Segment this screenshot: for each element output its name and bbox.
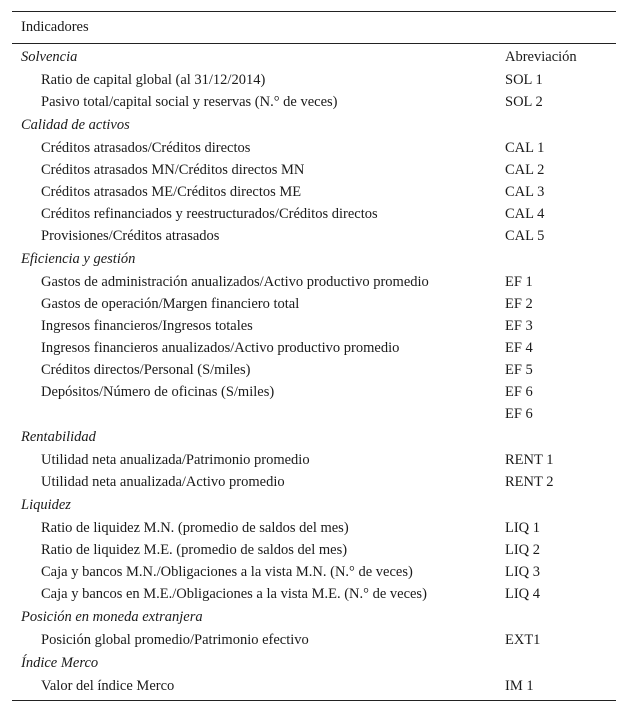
indicators-table <box>12 11 616 701</box>
table-row <box>12 359 616 381</box>
table-title: Indicadores <box>21 19 89 35</box>
indicator-label: Depósitos/Número de oficinas (S/miles) <box>41 384 275 400</box>
indicator-label: Posición global promedio/Patrimonio efectivo <box>41 632 309 648</box>
indicator-label: Provisiones/Créditos atrasados <box>41 228 220 244</box>
indicator-label: Créditos atrasados/Créditos directos <box>41 140 251 156</box>
abbreviation-cell <box>496 651 616 675</box>
abbreviation-cell: SOL 2 <box>505 94 543 110</box>
table-row <box>12 381 616 403</box>
table-row <box>12 91 616 113</box>
table-row <box>12 181 616 203</box>
group-label: Calidad de activos <box>21 117 130 133</box>
table-row <box>12 271 616 293</box>
abbreviation-cell: SOL 1 <box>505 72 543 88</box>
abbreviation-cell: EF 5 <box>505 362 533 378</box>
group-header-row <box>12 247 616 271</box>
indicator-label <box>12 403 496 425</box>
abbreviation-cell: RENT 1 <box>505 452 554 468</box>
table-row <box>12 517 616 539</box>
indicator-label: Ingresos financieros anualizados/Activo productivo promedio <box>41 340 400 356</box>
indicator-label: Caja y bancos M.N./Obligaciones a la vista M.N. (N.° de veces) <box>41 564 413 580</box>
abbreviation-cell <box>496 425 616 449</box>
abbreviation-cell <box>496 493 616 517</box>
abbreviation-cell: EXT1 <box>505 632 541 648</box>
abbreviation-cell: CAL 4 <box>505 206 545 222</box>
table-row <box>12 403 616 425</box>
abbreviation-cell <box>496 247 616 271</box>
abbreviation-cell: LIQ 1 <box>505 520 541 536</box>
abbreviation-cell: EF 4 <box>505 340 533 356</box>
table-row <box>12 561 616 583</box>
indicator-label: Gastos de operación/Margen financiero total <box>41 296 300 312</box>
indicator-label: Créditos atrasados ME/Créditos directos ME <box>41 184 302 200</box>
group-label: Posición en moneda extranjera <box>21 609 203 625</box>
abbreviation-cell: EF 1 <box>505 274 533 290</box>
group-header-row <box>12 605 616 629</box>
table-body <box>12 44 616 700</box>
indicator-label: Ratio de capital global (al 31/12/2014) <box>41 72 266 88</box>
abbreviation-cell <box>496 113 616 137</box>
indicator-label: Ratio de liquidez M.N. (promedio de saldos del mes) <box>41 520 349 536</box>
abbreviation-cell: RENT 2 <box>505 474 554 490</box>
indicator-label: Pasivo total/capital social y reservas (N.° de veces) <box>41 94 338 110</box>
group-label: Solvencia <box>21 49 78 65</box>
table-row <box>12 203 616 225</box>
abbreviation-cell: EF 2 <box>505 296 533 312</box>
group-label: Eficiencia y gestión <box>21 251 136 267</box>
abbreviation-cell: CAL 2 <box>505 162 545 178</box>
group-label: Liquidez <box>21 497 71 513</box>
abbreviation-cell: EF 6 <box>505 406 533 422</box>
abbreviation-cell: EF 6 <box>505 384 533 400</box>
table-row <box>12 293 616 315</box>
group-label: Índice Merco <box>21 655 99 671</box>
indicator-label: Créditos atrasados MN/Créditos directos MN <box>41 162 305 178</box>
table-row <box>12 137 616 159</box>
table-row <box>12 629 616 651</box>
indicator-label: Utilidad neta anualizada/Activo promedio <box>41 474 285 490</box>
table-bottom-rule <box>12 700 616 701</box>
abbreviation-cell: CAL 3 <box>505 184 545 200</box>
group-header-row <box>12 45 616 69</box>
table-row <box>12 675 616 697</box>
group-header-row <box>12 493 616 517</box>
indicator-label: Utilidad neta anualizada/Patrimonio promedio <box>41 452 310 468</box>
abbreviation-cell: LIQ 3 <box>505 564 541 580</box>
group-header-row <box>12 113 616 137</box>
table-row <box>12 315 616 337</box>
indicator-label: Ingresos financieros/Ingresos totales <box>41 318 253 334</box>
table-row <box>12 583 616 605</box>
indicator-label: Gastos de administración anualizados/Activo productivo promedio <box>41 274 429 290</box>
table-row <box>12 471 616 493</box>
abbreviation-cell: LIQ 2 <box>505 542 541 558</box>
indicator-label: Caja y bancos en M.E./Obligaciones a la vista M.E. (N.° de veces) <box>41 586 427 602</box>
indicator-label: Ratio de liquidez M.E. (promedio de saldos del mes) <box>41 542 348 558</box>
group-label: Rentabilidad <box>21 429 96 445</box>
indicator-label: Valor del índice Merco <box>41 678 175 694</box>
indicator-label: Créditos refinanciados y reestructurados/Créditos directos <box>41 206 378 222</box>
table-row <box>12 225 616 247</box>
table-row <box>12 159 616 181</box>
abbreviation-cell: CAL 1 <box>505 140 545 156</box>
group-header-row <box>12 651 616 675</box>
group-header-row <box>12 425 616 449</box>
abbreviation-cell: EF 3 <box>505 318 533 334</box>
abbreviation-cell <box>496 605 616 629</box>
abbreviation-cell: IM 1 <box>505 678 534 694</box>
table-row <box>12 449 616 471</box>
table-row <box>12 337 616 359</box>
indicator-label: Créditos directos/Personal (S/miles) <box>41 362 251 378</box>
abbreviation-cell: LIQ 4 <box>505 586 541 602</box>
abbreviation-cell: CAL 5 <box>505 228 545 244</box>
abbreviation-cell: Abreviación <box>505 49 577 65</box>
table-row <box>12 539 616 561</box>
table-row <box>12 69 616 91</box>
